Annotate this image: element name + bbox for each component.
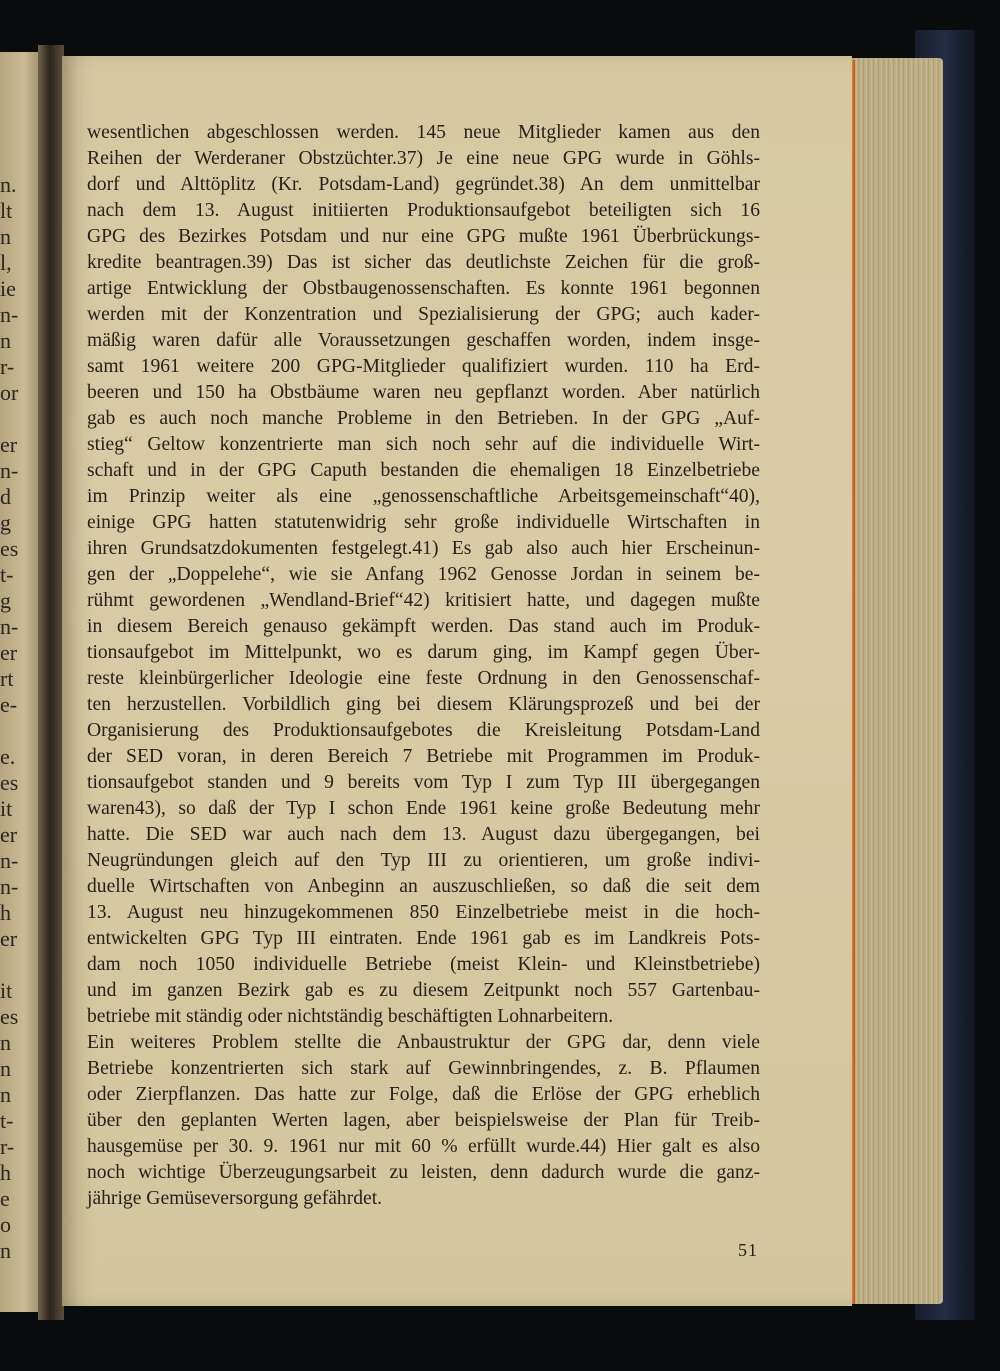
text-line: kredite beantragen.39) Das ist sicher das deutlichste Zeichen für die groß- [87,252,760,273]
text-line: ten herzustellen. Vorbildlich ging bei diesem Klärungsprozeß und bei der [87,694,760,715]
text-line: Betriebe konzentrierten sich stark auf Gewinnbringendes, z. B. Pflaumen [87,1058,760,1079]
page-number: 51 [738,1240,758,1260]
left-page-fragment: es [0,1004,19,1029]
body-text [87,120,760,1212]
left-page-fragment: d [0,484,11,509]
text-line: GPG des Bezirkes Potsdam und nur eine GPG mußte 1961 Überbrückungs- [87,226,760,247]
text-line: samt 1961 weitere 200 GPG-Mitglieder qualifiziert wurden. 110 ha Erd- [87,356,760,377]
text-line: dam noch 1050 individuelle Betriebe (meist Klein- und Kleinstbetriebe) [87,954,760,975]
left-page-fragment: g [0,588,11,613]
text-line: oder Zierpflanzen. Das hatte zur Folge, daß die Erlöse der GPG erheblich [87,1084,760,1105]
left-page-fragment: n- [0,848,19,873]
left-page-fragment [0,406,20,432]
left-page-fragment: n [0,1056,11,1081]
left-page-fragment: e [0,1186,10,1211]
left-page-fragment: r- [0,354,15,379]
left-page-fragment: l, [0,250,12,275]
left-page-fragment: g [0,510,11,535]
text-line: nach dem 13. August initiierten Produktionsaufgebot beteiligten sich 16 [87,200,760,221]
text-line: noch wichtige Überzeugungsarbeit zu leisten, denn dadurch wurde die ganz- [87,1162,760,1183]
left-page-fragment: n [0,1238,11,1263]
text-line: hausgemüse per 30. 9. 1961 nur mit 60 % erfüllt wurde.44) Hier galt es also [87,1136,760,1157]
text-line: betriebe mit ständig oder nichtständig beschäftigten Lohnarbeitern. [87,1006,614,1027]
left-page-fragment: h [0,900,11,925]
left-page-fragment: e. [0,744,16,769]
left-page-fragment: n [0,1082,11,1107]
left-page-fragment: es [0,770,19,795]
left-page-fragment: lt [0,198,13,223]
left-page-fragment: er [0,822,18,847]
text-line: Neugründungen gleich auf den Typ III zu orientieren, um große indivi- [87,850,760,871]
text-line: tionsaufgebot im Mittelpunkt, wo es darum ging, im Kampf gegen Über- [87,642,760,663]
text-line: gab es auch noch manche Probleme in den Betrieben. In der GPG „Auf- [87,408,760,429]
left-page-fragment: t- [0,1108,14,1133]
left-page-fragment: rt [0,666,14,691]
text-line: reste kleinbürgerlicher Ideologie eine feste Ordnung in den Genossenschaf- [87,668,760,689]
left-page-fragment: e- [0,692,18,717]
text-line: 13. August neu hinzugekommenen 850 Einzelbetriebe meist in die hoch- [87,902,760,923]
text-line: Organisierung des Produktionsaufgebotes die Kreisleitung Potsdam-Land [87,720,760,741]
text-line: dorf und Alttöplitz (Kr. Potsdam-Land) gegründet.38) An dem unmittelbar [87,174,760,195]
left-page-fragment: n [0,224,11,249]
left-page-fragment: t- [0,562,14,587]
text-line: beeren und 150 ha Obstbäume waren neu gepflanzt worden. Aber natürlich [87,382,760,403]
text-line: einige GPG hatten statutenwidrig sehr große individuelle Wirtschaften in [87,512,760,533]
left-page-fragment: er [0,432,18,457]
text-line: ihren Grundsatzdokumenten festgelegt.41) Es gab also auch hier Erscheinun- [87,538,760,559]
text-line: waren43), so daß der Typ I schon Ende 1961 keine große Bedeutung mehr [87,798,760,819]
text-line: rühmt gewordenen „Wendland-Brief“42) kritisiert hatte, und dagegen mußte [87,590,760,611]
left-page-fragment: n [0,328,11,353]
text-line: werden mit der Konzentration und Spezialisierung der GPG; auch kader- [87,304,760,325]
text-line: artige Entwicklung der Obstbaugenossenschaften. Es konnte 1961 begonnen [87,278,760,299]
left-page-fragment: it [0,796,13,821]
left-page-fragment: h [0,1160,11,1185]
text-line: mäßig waren dafür alle Voraussetzungen geschaffen worden, indem insge- [87,330,760,351]
left-page-fragment: it [0,978,13,1003]
left-page-fragment: n- [0,874,19,899]
text-line: duelle Wirtschaften von Anbeginn an auszuschließen, so daß die seit dem [87,876,760,897]
text-line: hatte. Die SED war auch nach dem 13. August dazu übergegangen, bei [87,824,760,845]
left-page-fragment: er [0,640,18,665]
left-page-fragment: o [0,1212,11,1237]
page-block-edge [845,58,943,1304]
text-line: Reihen der Werderaner Obstzüchter.37) Je eine neue GPG wurde in Göhls- [87,148,760,169]
text-line: stieg“ Geltow konzentrierte man sich noch sehr auf die individuelle Wirt- [87,434,760,455]
left-page-fragment [0,952,20,978]
text-line: jährige Gemüseversorgung gefährdet. [87,1188,383,1209]
left-page-fragment: n [0,1030,11,1055]
text-line: schaft und in der GPG Caputh bestanden die ehemaligen 18 Einzelbetriebe [87,460,760,481]
left-page-fragment: ie [0,276,16,301]
text-line: und im ganzen Bezirk gab es zu diesem Zeitpunkt noch 557 Gartenbau- [87,980,760,1001]
left-page-fragment: es [0,536,19,561]
left-page-fragment [0,718,20,744]
left-page-fragment: r- [0,1134,15,1159]
text-line: tionsaufgebot standen und 9 bereits vom Typ I zum Typ III übergegangen [87,772,760,793]
left-page-fragments [0,172,20,1264]
text-line: entwickelten GPG Typ III eintraten. Ende 1961 gab es im Landkreis Pots- [87,928,760,949]
text-line: über den geplanten Werten lagen, aber beispielsweise der Plan für Treib- [87,1110,760,1131]
left-page-sliver [0,52,40,1312]
text-line: Ein weiteres Problem stellte die Anbaustruktur der GPG dar, denn viele [87,1032,760,1053]
left-page-fragment: or [0,380,19,405]
left-page-fragment: er [0,926,18,951]
book-gutter [38,45,64,1320]
text-line: der SED voran, in deren Bereich 7 Betriebe mit Programmen im Produk- [87,746,760,767]
text-line: in diesem Bereich genauso gekämpft werden. Das stand auch im Produk- [87,616,760,637]
left-page-fragment: n- [0,614,19,639]
text-line: im Prinzip weiter als eine „genossenschaftliche Arbeitsgemeinschaft“40), [87,486,760,507]
left-page-fragment: n. [0,172,17,197]
left-page-fragment: n- [0,458,19,483]
left-page-fragment: n- [0,302,19,327]
text-line: gen der „Doppelehe“, wie sie Anfang 1962 Genosse Jordan in seinem be- [87,564,760,585]
text-line: wesentlichen abgeschlossen werden. 145 neue Mitglieder kamen aus den [87,122,760,143]
